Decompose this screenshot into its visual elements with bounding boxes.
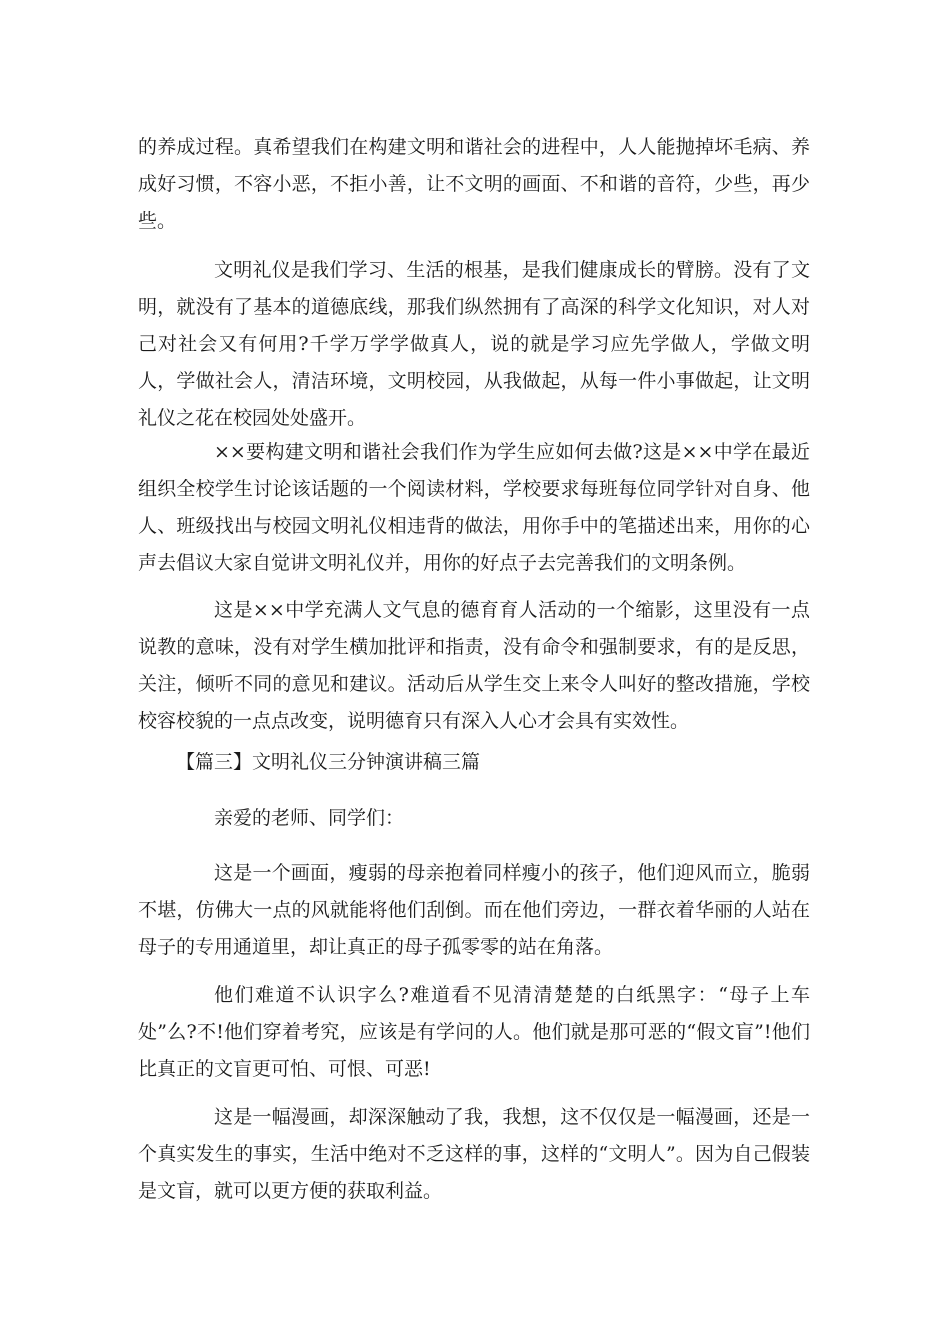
paragraph: 这是一幅漫画，却深深触动了我，我想，这不仅仅是一幅漫画，还是一个真实发生的事实，生活中绝对不乏这样的事，这样的“文明人”。因为自己假装是文盲，就可以更方便的获取利益。 bbox=[138, 1106, 810, 1202]
paragraph: 文明礼仪是我们学习、生活的根基，是我们健康成长的臂膀。没有了文明，就没有了基本的道德底线，那我们纵然拥有了高深的科学文化知识，对人对己对社会又有何用?千学万学学做真人，说的就是学习应先学做人，学做文明人，学做社会人，清洁环境，文明校园，从我做起，从每一件小事做起，让文明礼仪之花在校园处处盛开。 bbox=[138, 259, 810, 429]
paragraph: 的养成过程。真希望我们在构建文明和谐社会的进程中，人人能抛掉坏毛病、养成好习惯，不容小恶，不拒小善，让不文明的画面、不和谐的音符，少些，再少些。 bbox=[138, 136, 810, 232]
paragraph: 这是××中学充满人文气息的德育育人活动的一个缩影，这里没有一点说教的意味，没有对学生横加批评和指责，没有命令和强制要求，有的是反思，关注，倾听不同的意见和建议。活动后从学生交上来令人叫好的整改措施，学校校容校貌的一点点改变，说明德育只有深入人心才会具有实效性。 bbox=[138, 599, 810, 732]
salutation: 亲爱的老师、同学们： bbox=[214, 807, 405, 829]
paragraph: 这是一个画面，瘦弱的母亲抱着同样瘦小的孩子，他们迎风而立，脆弱不堪，仿佛大一点的风就能将他们刮倒。而在他们旁边，一群衣着华丽的人站在母子的专用通道里，却让真正的母子孤零零的站在角落。 bbox=[138, 862, 810, 958]
paragraph: 他们难道不认识字么?难道看不见清清楚楚的白纸黑字：“母子上车处”么?不!他们穿着考究，应该是有学问的人。他们就是那可恶的“假文盲”!他们比真正的文盲更可怕、可恨、可恶! bbox=[138, 984, 810, 1080]
section-heading: 【篇三】文明礼仪三分钟演讲稿三篇 bbox=[176, 751, 481, 773]
paragraph: ××要构建文明和谐社会我们作为学生应如何去做?这是××中学在最近组织全校学生讨论该话题的一个阅读材料，学校要求每班每位同学针对自身、他人、班级找出与校园文明礼仪相违背的做法，用你手中的笔描述出来，用你的心声去倡议大家自觉讲文明礼仪并，用你的好点子去完善我们的文明条例。 bbox=[138, 441, 810, 574]
